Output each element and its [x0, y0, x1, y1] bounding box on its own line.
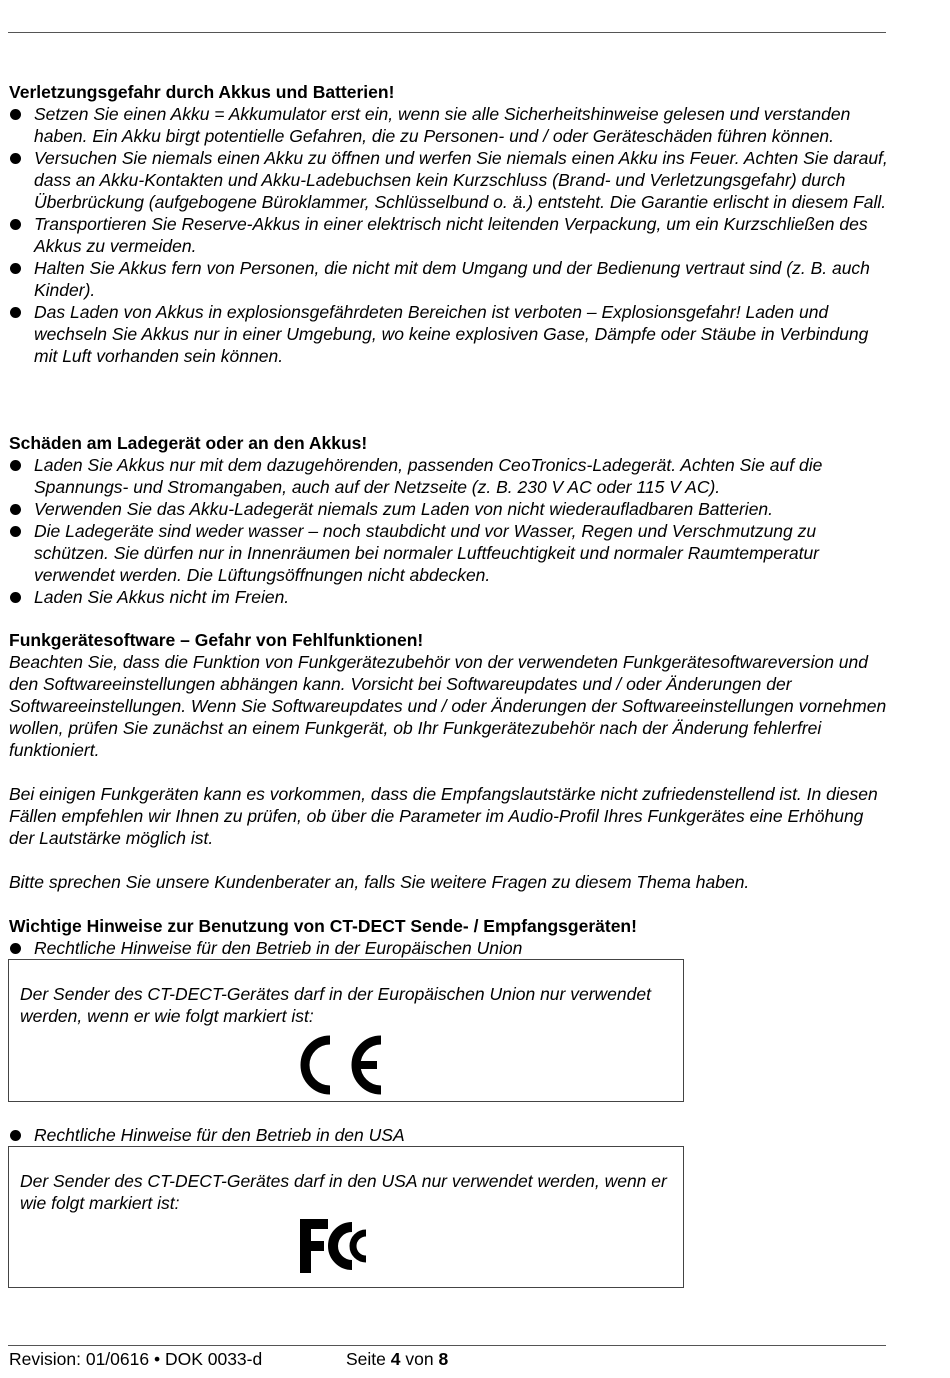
- bullet-icon: [10, 263, 21, 274]
- bullet-icon: [10, 526, 21, 537]
- bullet-icon: [10, 109, 21, 120]
- section-heading-dect: Wichtige Hinweise zur Benutzung von CT-DECT Sende- / Empfangsgeräten!: [9, 916, 637, 936]
- eu-notice-text: Der Sender des CT-DECT-Gerätes darf in der Europäischen Union nur verwendet werden, wenn er wie folgt markiert ist:: [20, 984, 651, 1026]
- usa-notice-text: Der Sender des CT-DECT-Gerätes darf in den USA nur verwendet werden, wenn er wie folgt markiert ist:: [20, 1171, 667, 1213]
- list-item: Laden Sie Akkus nicht im Freien.: [9, 586, 889, 608]
- list-item: Die Ladegeräte sind weder wasser – noch staubdicht und vor Wasser, Regen und Verschmutzung zu schützen. Sie dürfen nur in Innenräumen bei normaler Luftfeuchtigkeit und normaler Raumtemperatur verwendet werden. Die Lüftungsöffnungen nicht abdecken.: [9, 520, 889, 586]
- list-item: Rechtliche Hinweise für den Betrieb in den USA: [9, 1124, 889, 1146]
- bullet-icon: [10, 460, 21, 471]
- bullet-icon: [10, 153, 21, 164]
- list-item: Setzen Sie einen Akku = Akkumulator erst ein, wenn sie alle Sicherheitshinweise gelesen und verstanden haben. Ein Akku birgt potentielle Gefahren, die zu Personen- und / oder Geräteschäden führen können.: [9, 103, 889, 147]
- software-paragraph-1: Beachten Sie, dass die Funktion von Funkgerätezubehör von der verwendeten Funkgerätesoftwareversion und den Softwareeinstellungen abhängen kann. Vorsicht bei Softwareupdates und / oder Änderungen der Softwareeinstellungen. Wenn Sie Softwareupdates und / oder Änderungen der Softwareeinstellungen vornehmen wollen, prüfen Sie zunächst an einem Funkgerät, ob Ihr Funkgerätezubehör nach der Änderung fehlerfrei funktioniert.: [9, 652, 887, 760]
- footer-rule: [8, 1345, 886, 1346]
- list-item: Transportieren Sie Reserve-Akkus in einer elektrisch nicht leitenden Verpackung, um ein Kurzschließen des Akkus zu vermeiden.: [9, 213, 889, 257]
- list-item: Rechtliche Hinweise für den Betrieb in der Europäischen Union: [9, 937, 889, 959]
- bullet-icon: [10, 943, 21, 954]
- dect-usa-bullet: [9, 1124, 889, 1146]
- list-item: Verwenden Sie das Akku-Ladegerät niemals zum Laden von nicht wiederaufladbaren Batterien.: [9, 498, 889, 520]
- bullet-icon: [10, 219, 21, 230]
- footer-page-number: Seite 4 von 8: [346, 1349, 449, 1369]
- section-heading-ladegeraet: Schäden am Ladegerät oder an den Akkus!: [9, 433, 368, 453]
- list-item: Halten Sie Akkus fern von Personen, die nicht mit dem Umgang und der Bedienung vertraut sind (z. B. auch Kinder).: [9, 257, 889, 301]
- ce-mark-icon: [293, 1034, 385, 1096]
- section-heading-software: Funkgerätesoftware – Gefahr von Fehlfunktionen!: [9, 630, 424, 650]
- list-item: Versuchen Sie niemals einen Akku zu öffnen und werfen Sie niemals einen Akku ins Feuer. Achten Sie darauf, dass an Akku-Kontakten und Akku-Ladebuchsen kein Kurzschluss (Brand- und Verletzungsgefahr) durch Überbrückung (aufgebogene Büroklammer, Schlüsselbund o. ä.) entsteht. Die Garantie erlischt in diesem Fall.: [9, 147, 889, 213]
- current-page: 4: [390, 1349, 401, 1369]
- header-rule: [8, 32, 886, 33]
- dect-eu-bullet: [9, 937, 889, 959]
- akkus-list: [9, 103, 889, 367]
- bullet-icon: [10, 592, 21, 603]
- bullet-icon: [10, 504, 21, 515]
- usa-notice-box: [8, 1146, 684, 1288]
- footer-revision: Revision: 01/0616 • DOK 0033-d: [9, 1349, 263, 1369]
- ladegeraet-list: [9, 454, 889, 608]
- bullet-icon: [10, 307, 21, 318]
- software-paragraph-3: Bitte sprechen Sie unsere Kundenberater an, falls Sie weitere Fragen zu diesem Thema haben.: [9, 872, 750, 892]
- software-paragraph-2: Bei einigen Funkgeräten kann es vorkommen, dass die Empfangslautstärke nicht zufriedenstellend ist. In diesen Fällen empfehlen wir Ihnen zu prüfen, ob über die Parameter im Audio-Profil Ihres Funkgerätes eine Erhöhung der Lautstärke möglich ist.: [9, 784, 878, 848]
- fcc-mark-icon: [296, 1215, 378, 1277]
- list-item: Das Laden von Akkus in explosionsgefährdeten Bereichen ist verboten – Explosionsgefahr! Laden und wechseln Sie Akkus nur in einer Umgebung, wo keine explosiven Gase, Dämpfe oder Stäube in Verbindung mit Luft vorhanden sein können.: [9, 301, 889, 367]
- total-pages: 8: [438, 1349, 449, 1369]
- eu-notice-box: [8, 959, 684, 1102]
- bullet-icon: [10, 1130, 21, 1141]
- section-heading-akkus: Verletzungsgefahr durch Akkus und Batterien!: [9, 82, 395, 102]
- list-item: Laden Sie Akkus nur mit dem dazugehörenden, passenden CeoTronics-Ladegerät. Achten Sie auf die Spannungs- und Stromangaben, auch auf der Netzseite (z. B. 230 V AC oder 115 V AC).: [9, 454, 889, 498]
